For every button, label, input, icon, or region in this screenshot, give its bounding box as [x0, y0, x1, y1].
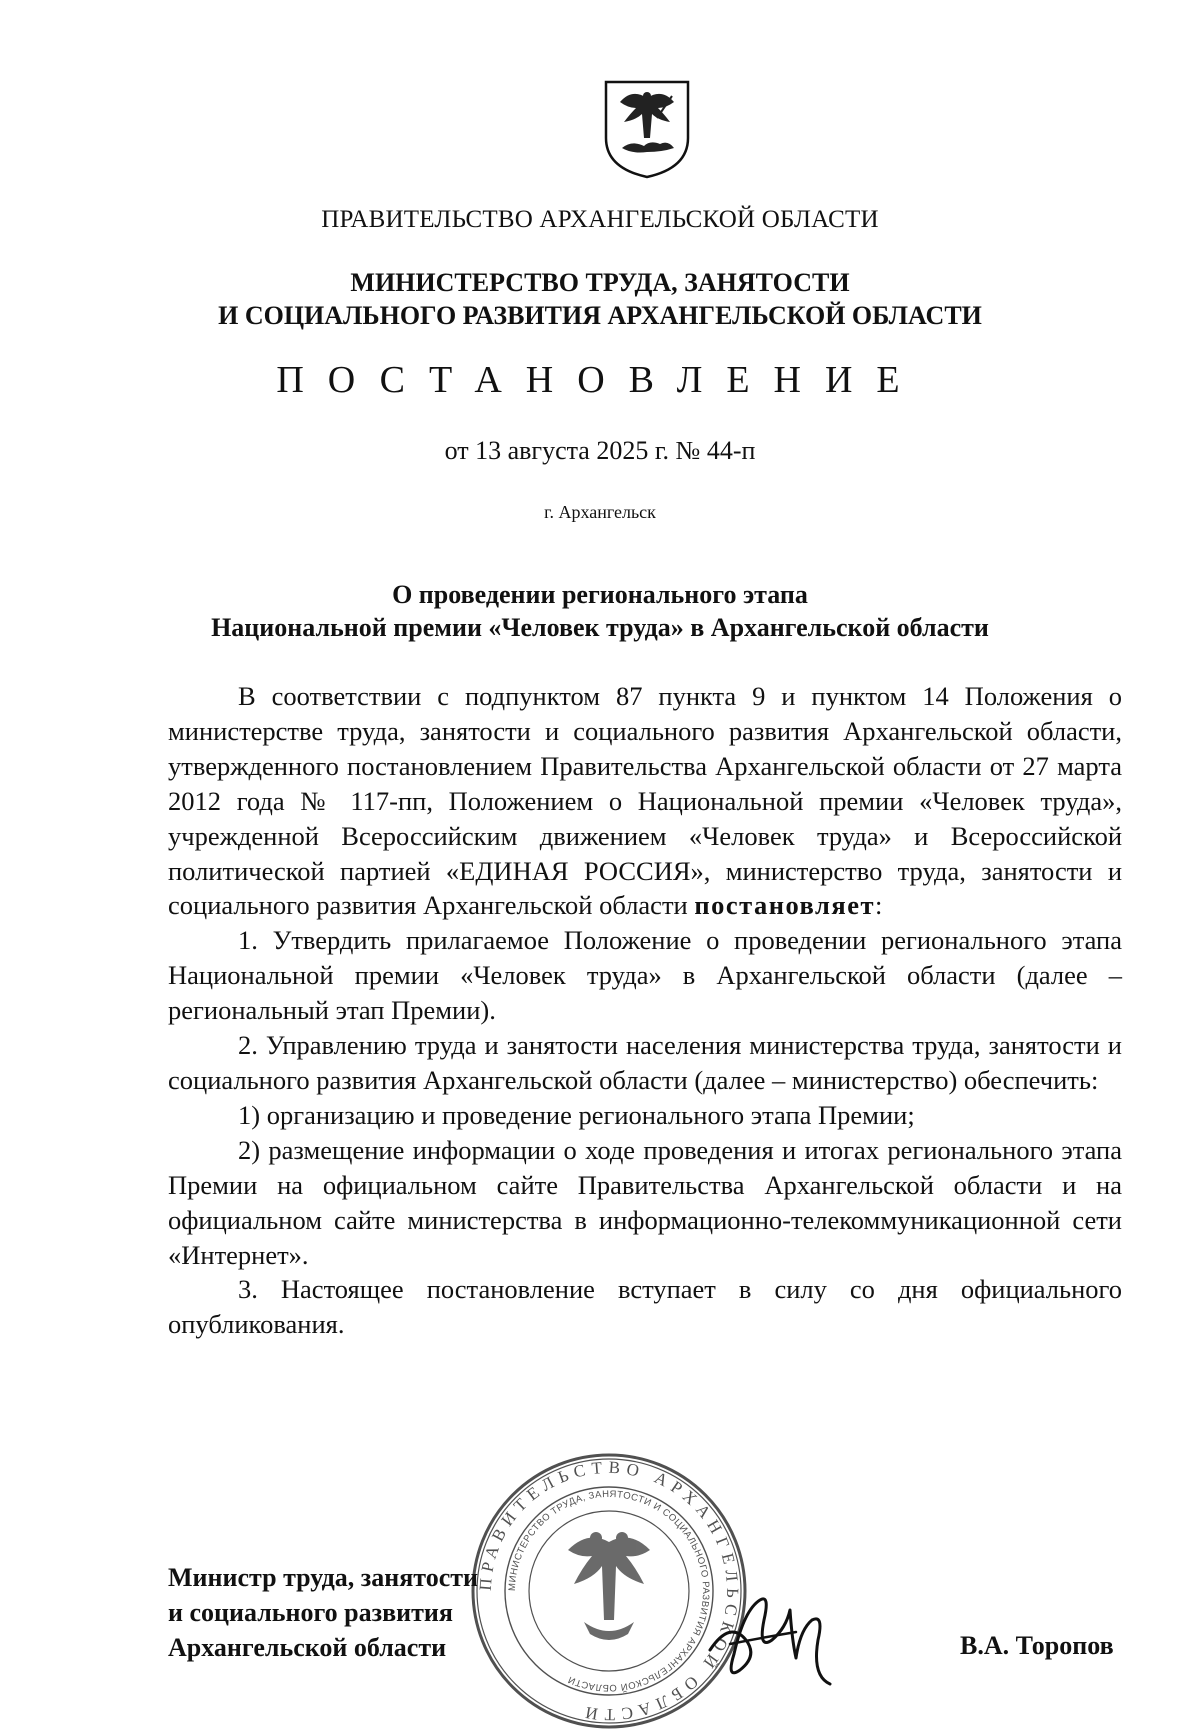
preamble-paragraph	[168, 679, 1122, 923]
item-3: 3. Настоящее постановление вступает в силу со дня официального опубликования.	[168, 1274, 1122, 1340]
signatory-position	[168, 1560, 478, 1665]
ministry-name	[0, 266, 1200, 332]
document-body	[168, 679, 1122, 1342]
government-name: ПРАВИТЕЛЬСТВО АРХАНГЕЛЬСКОЙ ОБЛАСТИ	[321, 206, 879, 233]
ministry-name-line1: МИНИСТЕРСТВО ТРУДА, ЗАНЯТОСТИ	[350, 268, 850, 297]
resolves-colon: :	[875, 890, 883, 921]
document-date-number: от 13 августа 2025 г. № 44-п	[444, 436, 756, 465]
signatory-position-line2: и социального развития	[168, 1598, 453, 1627]
subject-line2: Национальной премии «Человек труда» в Архангельской области	[211, 613, 989, 642]
item-1: 1. Утвердить прилагаемое Положение о проведении регионального этапа Национальной премии «Человек труда» в Архангельской области (далее – региональный этап Премии).	[168, 925, 1122, 1026]
seal-inner-text: МИНИСТЕРСТВО ТРУДА, ЗАНЯТОСТИ И СОЦИАЛЬНОГО РАЗВИТИЯ АРХАНГЕЛЬСКОЙ ОБЛАСТИ	[506, 1488, 712, 1694]
item-2-2: 2) размещение информации о ходе проведения и итогах регионального этапа Премии на официальном сайте Правительства Архангельской области и на официальном сайте министерства в информационно-телекоммуникационной сети «Интернет».	[168, 1134, 1122, 1270]
coat-of-arms-icon	[602, 78, 692, 180]
document-city: г. Архангельск	[544, 502, 656, 522]
signatory-name: В.А. Торопов	[960, 1631, 1114, 1660]
signatory-position-line3: Архангельской области	[168, 1633, 447, 1662]
signatory-position-line1: Министр труда, занятости	[168, 1563, 479, 1592]
document-type: ПОСТАНОВЛЕНИЕ	[276, 359, 924, 401]
item-2-1: 1) организацию и проведение регионального этапа Премии;	[238, 1099, 915, 1130]
preamble-text: В соответствии с подпунктом 87 пункта 9 и пунктом 14 Положения о министерстве труда, занятости и социального развития Архангельской области, утвержденного постановлением Правительства Архангельской области от 27 марта 2012 года № 117-пп, Положением о Национальной премии «Человек труда», учрежденной Всероссийским движением «Человек труда» и Всероссийской политической партией «ЕДИНАЯ РОССИЯ», министерство труда, занятости и социального развития Архангельской области	[168, 681, 1122, 921]
document-subject	[0, 578, 1200, 644]
subject-line1: О проведении регионального этапа	[392, 580, 808, 609]
seal-outer-text: ПРАВИТЕЛЬСТВО АРХАНГЕЛЬСКОЙ ОБЛАСТИ	[475, 1457, 743, 1725]
handwritten-signature-icon	[700, 1580, 850, 1690]
item-2: 2. Управлению труда и занятости населения министерства труда, занятости и социального развития Архангельской области (далее – министерство) обеспечить:	[168, 1030, 1122, 1095]
resolves-word: постановляет	[694, 890, 876, 921]
ministry-name-line2: И СОЦИАЛЬНОГО РАЗВИТИЯ АРХАНГЕЛЬСКОЙ ОБЛАСТИ	[218, 301, 982, 330]
